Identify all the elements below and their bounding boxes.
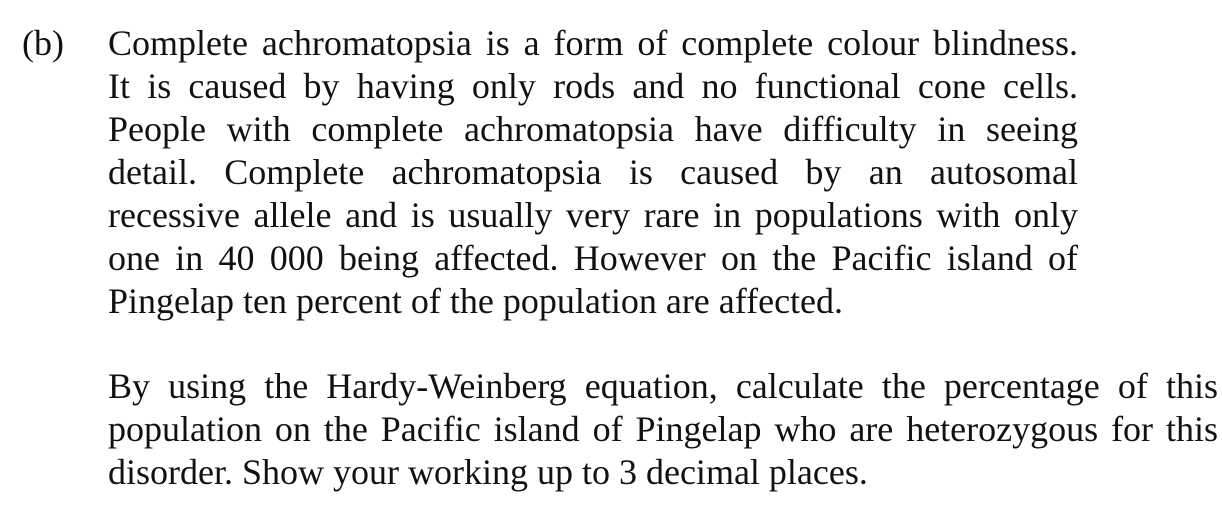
task-paragraph (108, 365, 1218, 494)
context-line: recessive allele and is usually very rare in populations with only (108, 195, 1078, 235)
context-line: Complete achromatopsia is a form of complete colour blindness. (108, 23, 1078, 63)
context-line: It is caused by having only rods and no functional cone cells. (108, 66, 1078, 106)
context-line: one in 40 000 being affected. However on the Pacific island of (108, 238, 1078, 278)
task-line: population on the Pacific island of Pingelap who are heterozygous for this (108, 409, 1218, 449)
task-line: disorder. Show your working up to 3 decimal places. (108, 452, 868, 492)
question-part-label: (b) (22, 23, 64, 63)
task-line: By using the Hardy-Weinberg equation, calculate the percentage of this (108, 366, 1218, 406)
context-paragraph (108, 22, 1078, 323)
context-line: People with complete achromatopsia have difficulty in seeing (108, 109, 1078, 149)
context-line: detail. Complete achromatopsia is caused by an autosomal (108, 152, 1078, 192)
context-line: Pingelap ten percent of the population are affected. (108, 281, 844, 321)
